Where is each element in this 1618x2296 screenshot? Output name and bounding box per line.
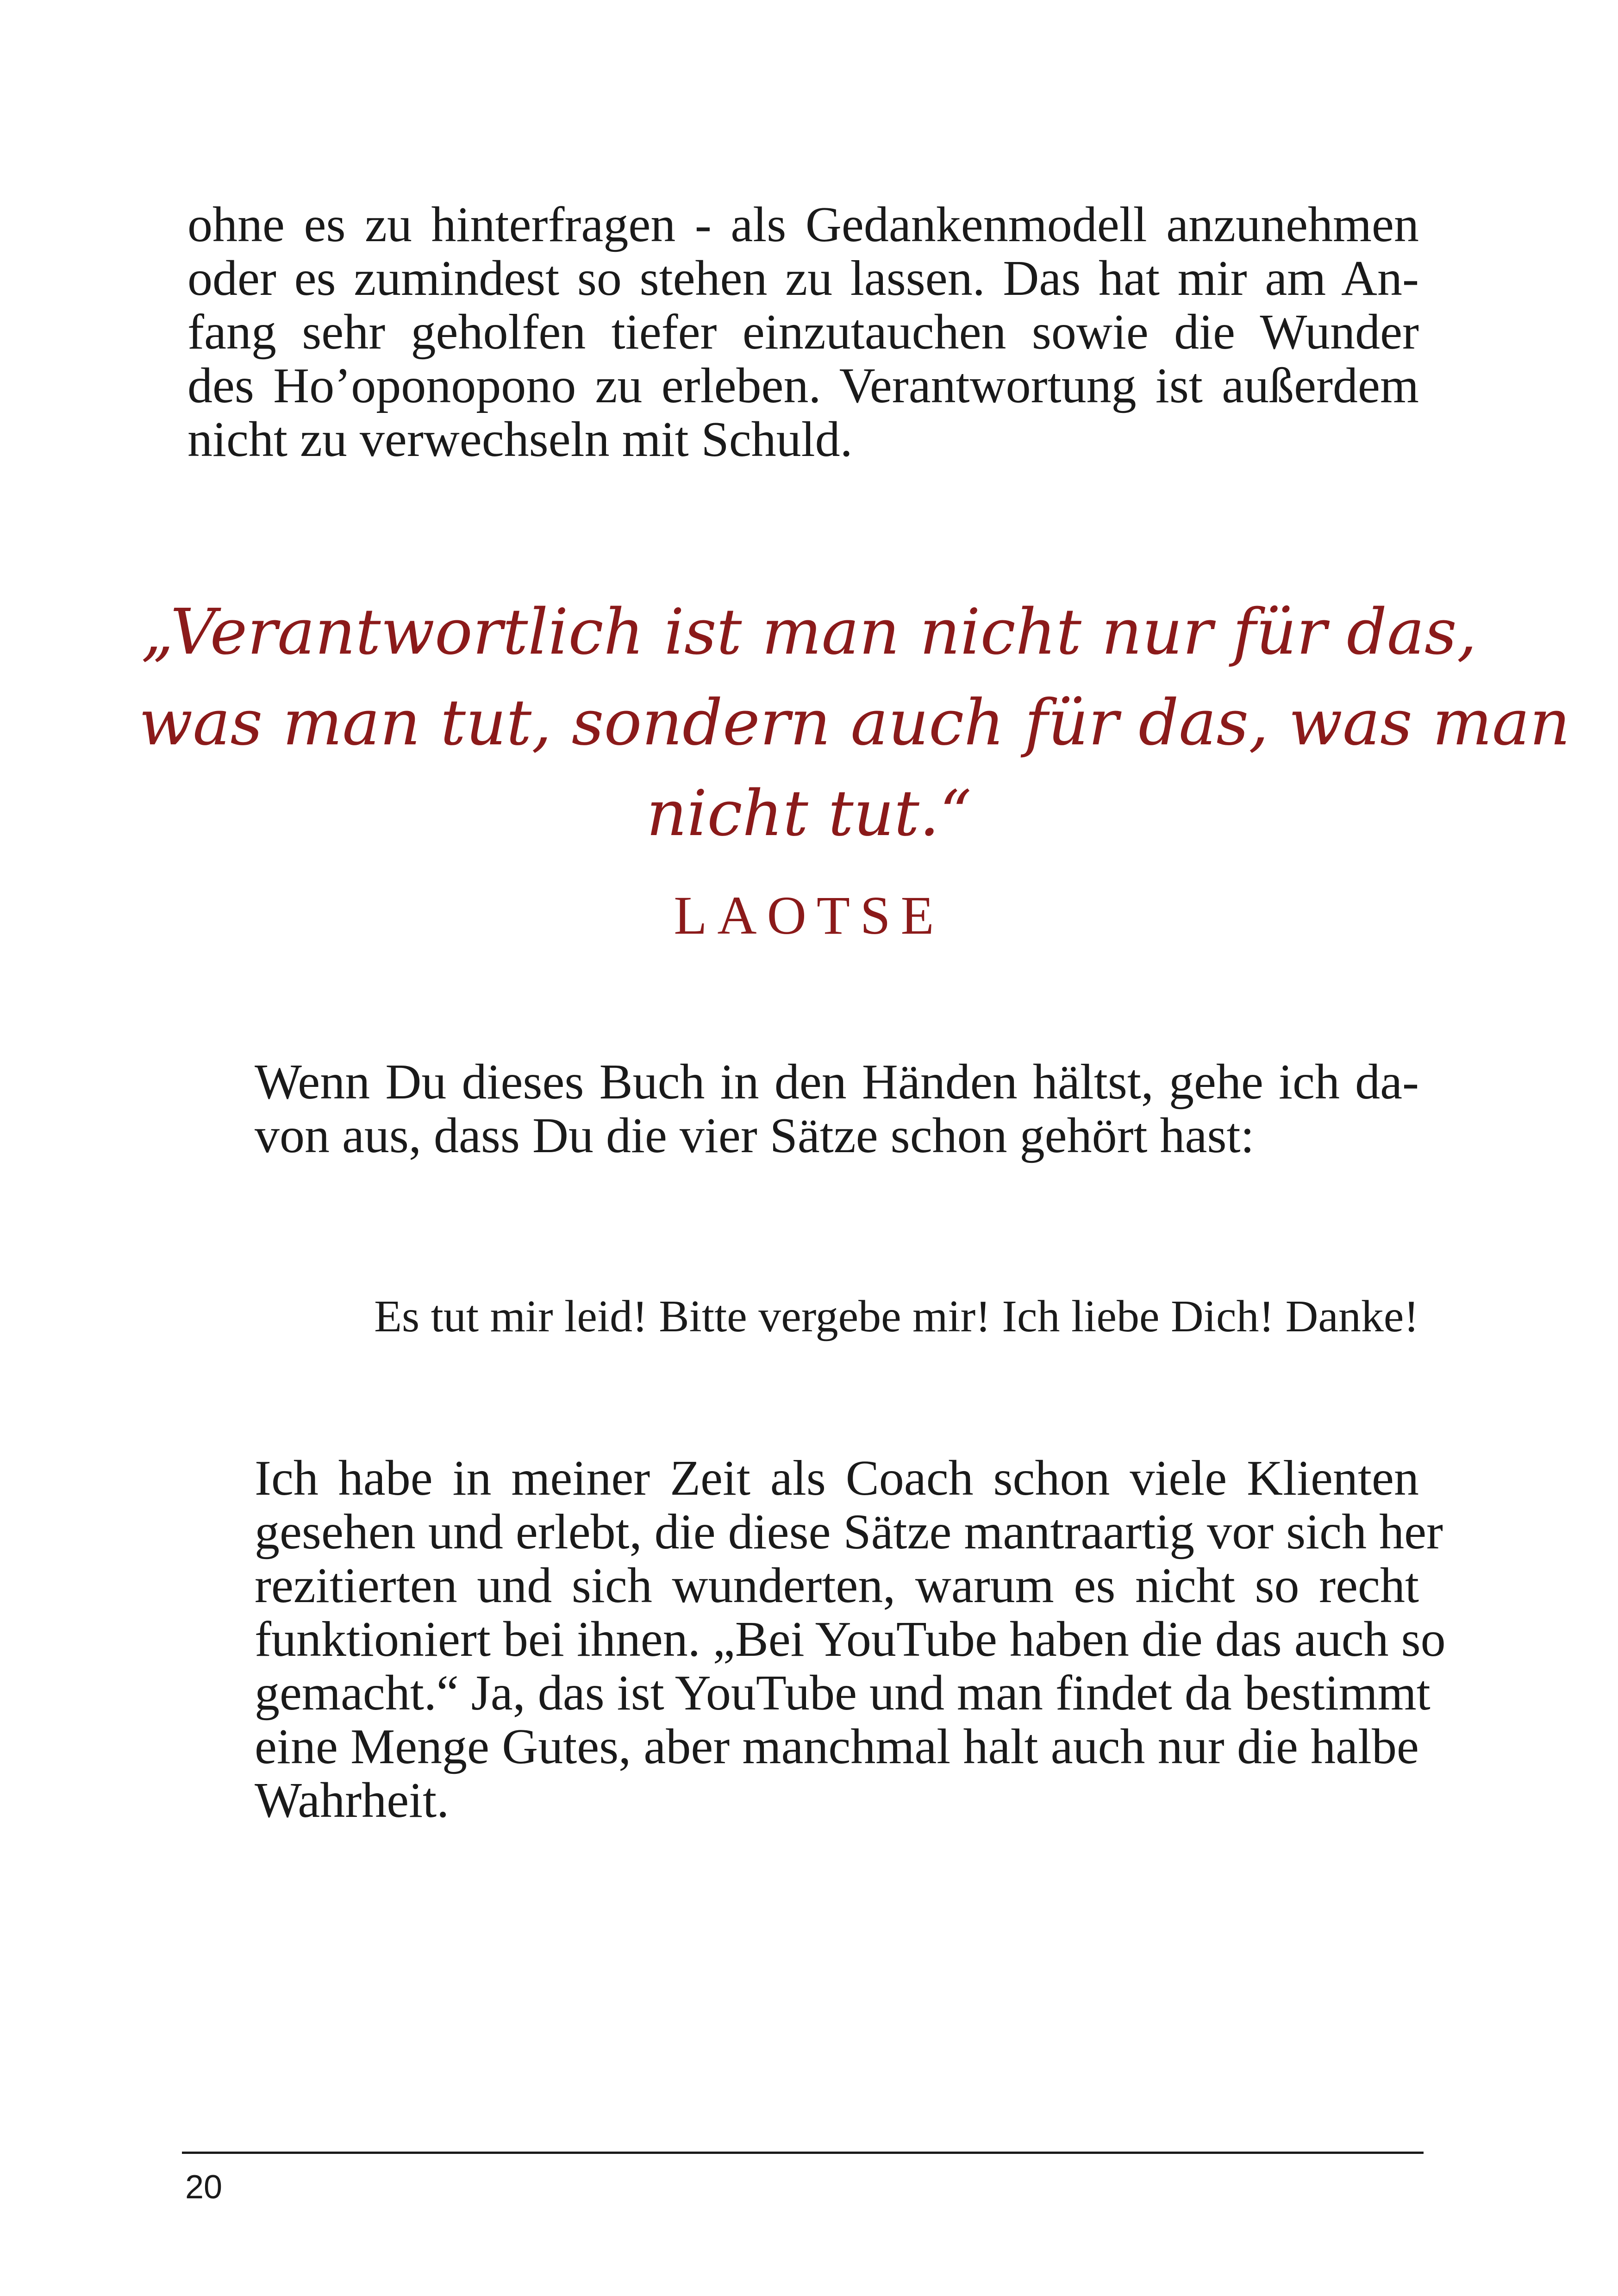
text-line: funktioniert bei ihnen. „Bei YouTube haben die das auch so (255, 1612, 1446, 1667)
text-line: Wahrheit. (255, 1773, 450, 1828)
quote-author: LAOTSE (674, 885, 944, 946)
text-line: fang sehr geholfen tiefer einzutauchen sowie die Wunder (187, 305, 1419, 360)
page-number: 20 (185, 2169, 223, 2206)
text-line: oder es zumindest so stehen zu lassen. Das hat mir am An- (187, 251, 1419, 306)
text-line: gemacht.“ Ja, das ist YouTube und man findet da bestimmt (255, 1666, 1431, 1721)
quote-line: was man tut, sondern auch für das, was man (139, 686, 1570, 760)
quote-block (139, 587, 1570, 859)
text-line: ohne es zu hinterfragen - als Gedankenmodell anzunehmen (187, 197, 1419, 252)
quote-line: nicht tut.“ (646, 777, 972, 850)
footer-divider (182, 2152, 1424, 2154)
text-line: rezitierten und sich wunderten, warum es nicht so recht (255, 1558, 1419, 1613)
quote-line: „Verantwortlich ist man nicht nur für das, (141, 596, 1477, 669)
text-line: nicht zu verwechseln mit Schuld. (187, 412, 853, 467)
paragraph-coach-experience (187, 1451, 1446, 1828)
text-line: eine Menge Gutes, aber manchmal halt auch nur die halbe (255, 1719, 1419, 1774)
text-line: des Ho’oponopono zu erleben. Verantwortung ist außerdem (187, 358, 1419, 413)
paragraph-responsibility (187, 198, 1419, 467)
text-line: Wenn Du dieses Buch in den Händen hältst, gehe ich da- (255, 1054, 1419, 1110)
text-line: gesehen und erlebt, die diese Sätze mantraartig vor sich her (255, 1504, 1443, 1560)
text-line: Ich habe in meiner Zeit als Coach schon viele Klienten (255, 1451, 1419, 1506)
paragraph-four-sentences-intro (187, 1055, 1419, 1163)
four-sentences: Es tut mir leid! Bitte vergebe mir! Ich liebe Dich! Danke! (374, 1292, 1419, 1341)
text-line: von aus, dass Du die vier Sätze schon gehört hast: (255, 1108, 1255, 1163)
